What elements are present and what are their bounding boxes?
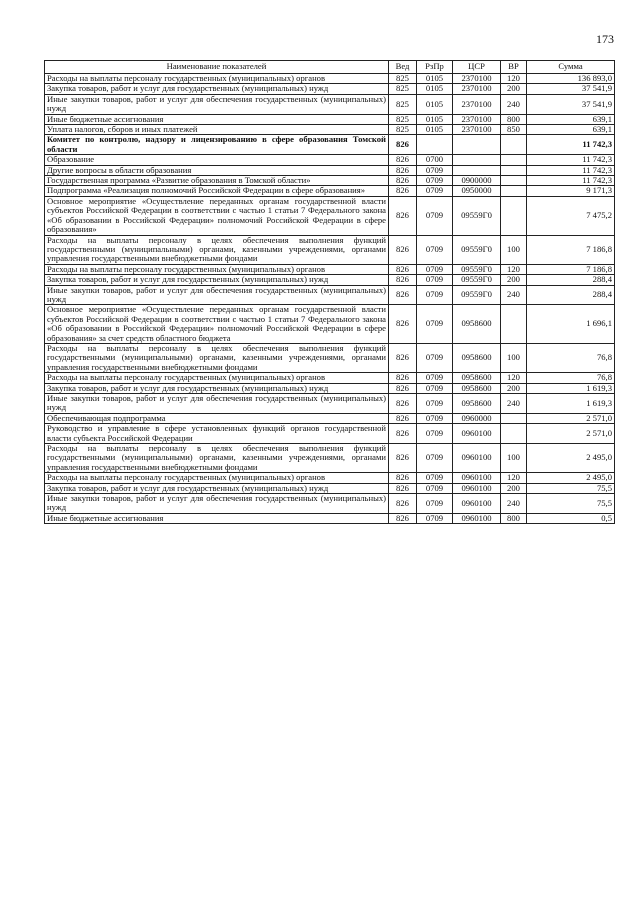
cell-csr [453, 135, 501, 155]
cell-sum: 1 619,3 [527, 383, 615, 393]
cell-ved: 826 [389, 186, 417, 196]
cell-vr [501, 305, 527, 344]
cell-name: Иные закупки товаров, работ и услуг для обеспечения государственных (муниципальных) нужд [45, 494, 389, 514]
cell-ved: 826 [389, 135, 417, 155]
cell-rzpr: 0709 [417, 176, 453, 186]
cell-ved: 826 [389, 235, 417, 264]
cell-rzpr: 0105 [417, 114, 453, 124]
cell-name: Комитет по контролю, надзору и лицензированию в сфере образования Томской области [45, 135, 389, 155]
page-number: 173 [596, 32, 614, 46]
cell-rzpr: 0709 [417, 494, 453, 514]
cell-vr: 100 [501, 235, 527, 264]
table-row [45, 494, 615, 514]
cell-vr [501, 135, 527, 155]
cell-csr: 2370100 [453, 84, 501, 94]
cell-rzpr: 0709 [417, 424, 453, 444]
cell-csr: 0900000 [453, 176, 501, 186]
table-row [45, 373, 615, 383]
cell-name: Иные закупки товаров, работ и услуг для обеспечения государственных (муниципальных) нужд [45, 285, 389, 305]
table-row [45, 483, 615, 493]
cell-ved: 825 [389, 74, 417, 84]
table-row [45, 135, 615, 155]
table-row [45, 285, 615, 305]
cell-csr: 0958600 [453, 343, 501, 372]
cell-ved: 826 [389, 343, 417, 372]
cell-ved: 826 [389, 473, 417, 483]
cell-rzpr: 0709 [417, 165, 453, 175]
table-row [45, 125, 615, 135]
cell-vr [501, 155, 527, 165]
table-row [45, 74, 615, 84]
cell-ved: 826 [389, 275, 417, 285]
header-csr: ЦСР [453, 61, 501, 74]
cell-sum: 2 571,0 [527, 424, 615, 444]
cell-sum: 11 742,3 [527, 165, 615, 175]
cell-rzpr: 0709 [417, 275, 453, 285]
header-ved: Вед [389, 61, 417, 74]
cell-rzpr: 0105 [417, 94, 453, 114]
cell-rzpr: 0105 [417, 84, 453, 94]
cell-ved: 826 [389, 176, 417, 186]
table-row [45, 165, 615, 175]
cell-vr: 200 [501, 275, 527, 285]
cell-ved: 826 [389, 264, 417, 274]
table-row [45, 196, 615, 235]
cell-ved: 826 [389, 285, 417, 305]
cell-name: Расходы на выплаты персоналу государственных (муниципальных) органов [45, 74, 389, 84]
cell-rzpr: 0700 [417, 155, 453, 165]
cell-vr [501, 186, 527, 196]
table-row [45, 176, 615, 186]
cell-name: Закупка товаров, работ и услуг для государственных (муниципальных) нужд [45, 275, 389, 285]
cell-rzpr: 0709 [417, 235, 453, 264]
cell-name: Уплата налогов, сборов и иных платежей [45, 125, 389, 135]
cell-sum: 2 571,0 [527, 413, 615, 423]
cell-sum: 11 742,3 [527, 155, 615, 165]
cell-ved: 826 [389, 444, 417, 473]
cell-csr: 0960000 [453, 413, 501, 423]
cell-vr: 200 [501, 483, 527, 493]
cell-vr [501, 176, 527, 186]
cell-name: Другие вопросы в области образования [45, 165, 389, 175]
cell-name: Основное мероприятие «Осуществление переданных органам государственной власти субъектов Российской Федерации в соответствии с частью 1 статьи 7 Федерального закона «Об образовании в Российской Федерации» полномочий Российской Федерации в сфере образования» [45, 196, 389, 235]
cell-name: Руководство и управление в сфере установленных функций органов государственной власти субъекта Российской Федерации [45, 424, 389, 444]
cell-csr: 09559Г0 [453, 196, 501, 235]
cell-sum: 9 171,3 [527, 186, 615, 196]
cell-sum: 7 186,8 [527, 264, 615, 274]
cell-ved: 826 [389, 483, 417, 493]
cell-ved: 826 [389, 305, 417, 344]
cell-name: Иные закупки товаров, работ и услуг для обеспечения государственных (муниципальных) нужд [45, 94, 389, 114]
cell-rzpr: 0709 [417, 383, 453, 393]
cell-name: Закупка товаров, работ и услуг для государственных (муниципальных) нужд [45, 84, 389, 94]
cell-csr: 0950000 [453, 186, 501, 196]
cell-name: Подпрограмма «Реализация полномочий Российской Федерации в сфере образования» [45, 186, 389, 196]
cell-rzpr: 0105 [417, 74, 453, 84]
table-header-row [45, 61, 615, 74]
cell-csr: 0960100 [453, 473, 501, 483]
cell-vr: 240 [501, 494, 527, 514]
table-row [45, 235, 615, 264]
cell-ved: 826 [389, 196, 417, 235]
cell-csr: 2370100 [453, 114, 501, 124]
cell-name: Расходы на выплаты персоналу государственных (муниципальных) органов [45, 264, 389, 274]
cell-name: Обеспечивающая подпрограмма [45, 413, 389, 423]
cell-name: Расходы на выплаты персоналу государственных (муниципальных) органов [45, 373, 389, 383]
cell-ved: 826 [389, 494, 417, 514]
cell-vr: 200 [501, 383, 527, 393]
cell-sum: 136 893,0 [527, 74, 615, 84]
cell-rzpr: 0709 [417, 483, 453, 493]
table-row [45, 84, 615, 94]
cell-name: Закупка товаров, работ и услуг для государственных (муниципальных) нужд [45, 383, 389, 393]
table-row [45, 424, 615, 444]
cell-sum: 2 495,0 [527, 444, 615, 473]
table-row [45, 155, 615, 165]
cell-sum: 288,4 [527, 285, 615, 305]
cell-rzpr: 0709 [417, 305, 453, 344]
cell-vr: 200 [501, 84, 527, 94]
cell-ved: 825 [389, 84, 417, 94]
cell-csr: 0958600 [453, 373, 501, 383]
cell-ved: 825 [389, 114, 417, 124]
cell-rzpr: 0709 [417, 473, 453, 483]
cell-ved: 826 [389, 413, 417, 423]
cell-sum: 639,1 [527, 125, 615, 135]
table-row [45, 343, 615, 372]
cell-name: Расходы на выплаты персоналу государственных (муниципальных) органов [45, 473, 389, 483]
cell-ved: 826 [389, 383, 417, 393]
header-rzpr: РзПр [417, 61, 453, 74]
cell-ved: 826 [389, 165, 417, 175]
cell-ved: 825 [389, 94, 417, 114]
cell-sum: 75,5 [527, 483, 615, 493]
cell-vr: 240 [501, 94, 527, 114]
cell-rzpr: 0709 [417, 196, 453, 235]
cell-sum: 288,4 [527, 275, 615, 285]
table-row [45, 94, 615, 114]
cell-csr: 0958600 [453, 383, 501, 393]
cell-ved: 826 [389, 424, 417, 444]
cell-rzpr: 0709 [417, 394, 453, 414]
cell-csr: 09559Г0 [453, 235, 501, 264]
cell-csr: 0958600 [453, 394, 501, 414]
cell-name: Иные закупки товаров, работ и услуг для обеспечения государственных (муниципальных) нужд [45, 394, 389, 414]
header-sum: Сумма [527, 61, 615, 74]
cell-sum: 11 742,3 [527, 135, 615, 155]
cell-vr [501, 165, 527, 175]
cell-rzpr: 0709 [417, 413, 453, 423]
header-vr: ВР [501, 61, 527, 74]
cell-csr: 2370100 [453, 125, 501, 135]
table-row [45, 264, 615, 274]
cell-sum: 76,8 [527, 343, 615, 372]
cell-name: Иные бюджетные ассигнования [45, 114, 389, 124]
table-row [45, 114, 615, 124]
cell-vr: 120 [501, 74, 527, 84]
cell-csr: 2370100 [453, 74, 501, 84]
table-row [45, 186, 615, 196]
cell-rzpr: 0709 [417, 285, 453, 305]
table-row [45, 473, 615, 483]
cell-name: Государственная программа «Развитие образования в Томской области» [45, 176, 389, 186]
cell-sum: 11 742,3 [527, 176, 615, 186]
cell-csr: 09559Г0 [453, 285, 501, 305]
cell-sum: 1 696,1 [527, 305, 615, 344]
cell-rzpr: 0105 [417, 125, 453, 135]
cell-rzpr: 0709 [417, 343, 453, 372]
table-row [45, 394, 615, 414]
cell-ved: 826 [389, 513, 417, 523]
cell-rzpr: 0709 [417, 373, 453, 383]
cell-vr [501, 413, 527, 423]
cell-vr: 240 [501, 285, 527, 305]
cell-ved: 826 [389, 394, 417, 414]
cell-ved: 826 [389, 373, 417, 383]
cell-name: Образование [45, 155, 389, 165]
cell-vr: 850 [501, 125, 527, 135]
cell-csr: 0958600 [453, 305, 501, 344]
cell-vr: 100 [501, 444, 527, 473]
table-row [45, 444, 615, 473]
cell-csr: 0960100 [453, 483, 501, 493]
cell-sum: 0,5 [527, 513, 615, 523]
cell-rzpr: 0709 [417, 264, 453, 274]
cell-vr: 100 [501, 343, 527, 372]
cell-name: Расходы на выплаты персоналу в целях обеспечения выполнения функций государственными (муниципальными) органами, казенными учреждениями, органами управления государственными внебюджетными фондами [45, 235, 389, 264]
cell-csr: 2370100 [453, 94, 501, 114]
cell-csr: 09559Г0 [453, 264, 501, 274]
cell-sum: 76,8 [527, 373, 615, 383]
cell-csr [453, 155, 501, 165]
cell-sum: 2 495,0 [527, 473, 615, 483]
cell-csr: 09559Г0 [453, 275, 501, 285]
cell-vr [501, 196, 527, 235]
budget-table [44, 60, 615, 524]
cell-csr: 0960100 [453, 494, 501, 514]
cell-vr: 800 [501, 513, 527, 523]
cell-rzpr: 0709 [417, 513, 453, 523]
cell-sum: 7 186,8 [527, 235, 615, 264]
cell-name: Закупка товаров, работ и услуг для государственных (муниципальных) нужд [45, 483, 389, 493]
cell-csr: 0960100 [453, 424, 501, 444]
table-row [45, 305, 615, 344]
header-name: Наименование показателей [45, 61, 389, 74]
cell-name: Основное мероприятие «Осуществление переданных органам государственной власти субъектов Российской Федерации в соответствии с частью 1 статьи 7 Федерального закона «Об образовании в Российской Федерации» полномочий Российской Федерации в сфере образования» за счет средств областного бюджета [45, 305, 389, 344]
cell-vr: 120 [501, 373, 527, 383]
cell-csr: 0960100 [453, 444, 501, 473]
cell-name: Расходы на выплаты персоналу в целях обеспечения выполнения функций государственными (муниципальными) органами, казенными учреждениями, органами управления государственными внебюджетными фондами [45, 343, 389, 372]
cell-vr: 120 [501, 264, 527, 274]
cell-sum: 75,5 [527, 494, 615, 514]
cell-csr: 0960100 [453, 513, 501, 523]
cell-name: Иные бюджетные ассигнования [45, 513, 389, 523]
cell-csr [453, 165, 501, 175]
cell-vr: 120 [501, 473, 527, 483]
cell-vr [501, 424, 527, 444]
cell-vr: 800 [501, 114, 527, 124]
cell-sum: 37 541,9 [527, 84, 615, 94]
cell-rzpr [417, 135, 453, 155]
table-row [45, 383, 615, 393]
cell-rzpr: 0709 [417, 444, 453, 473]
cell-ved: 826 [389, 155, 417, 165]
table-row [45, 413, 615, 423]
cell-vr: 240 [501, 394, 527, 414]
cell-sum: 37 541,9 [527, 94, 615, 114]
cell-sum: 639,1 [527, 114, 615, 124]
cell-sum: 1 619,3 [527, 394, 615, 414]
table-row [45, 275, 615, 285]
cell-sum: 7 475,2 [527, 196, 615, 235]
cell-ved: 825 [389, 125, 417, 135]
table-body [45, 74, 615, 524]
table-row [45, 513, 615, 523]
cell-rzpr: 0709 [417, 186, 453, 196]
cell-name: Расходы на выплаты персоналу в целях обеспечения выполнения функций государственными (муниципальными) органами, казенными учреждениями, органами управления государственными внебюджетными фондами [45, 444, 389, 473]
